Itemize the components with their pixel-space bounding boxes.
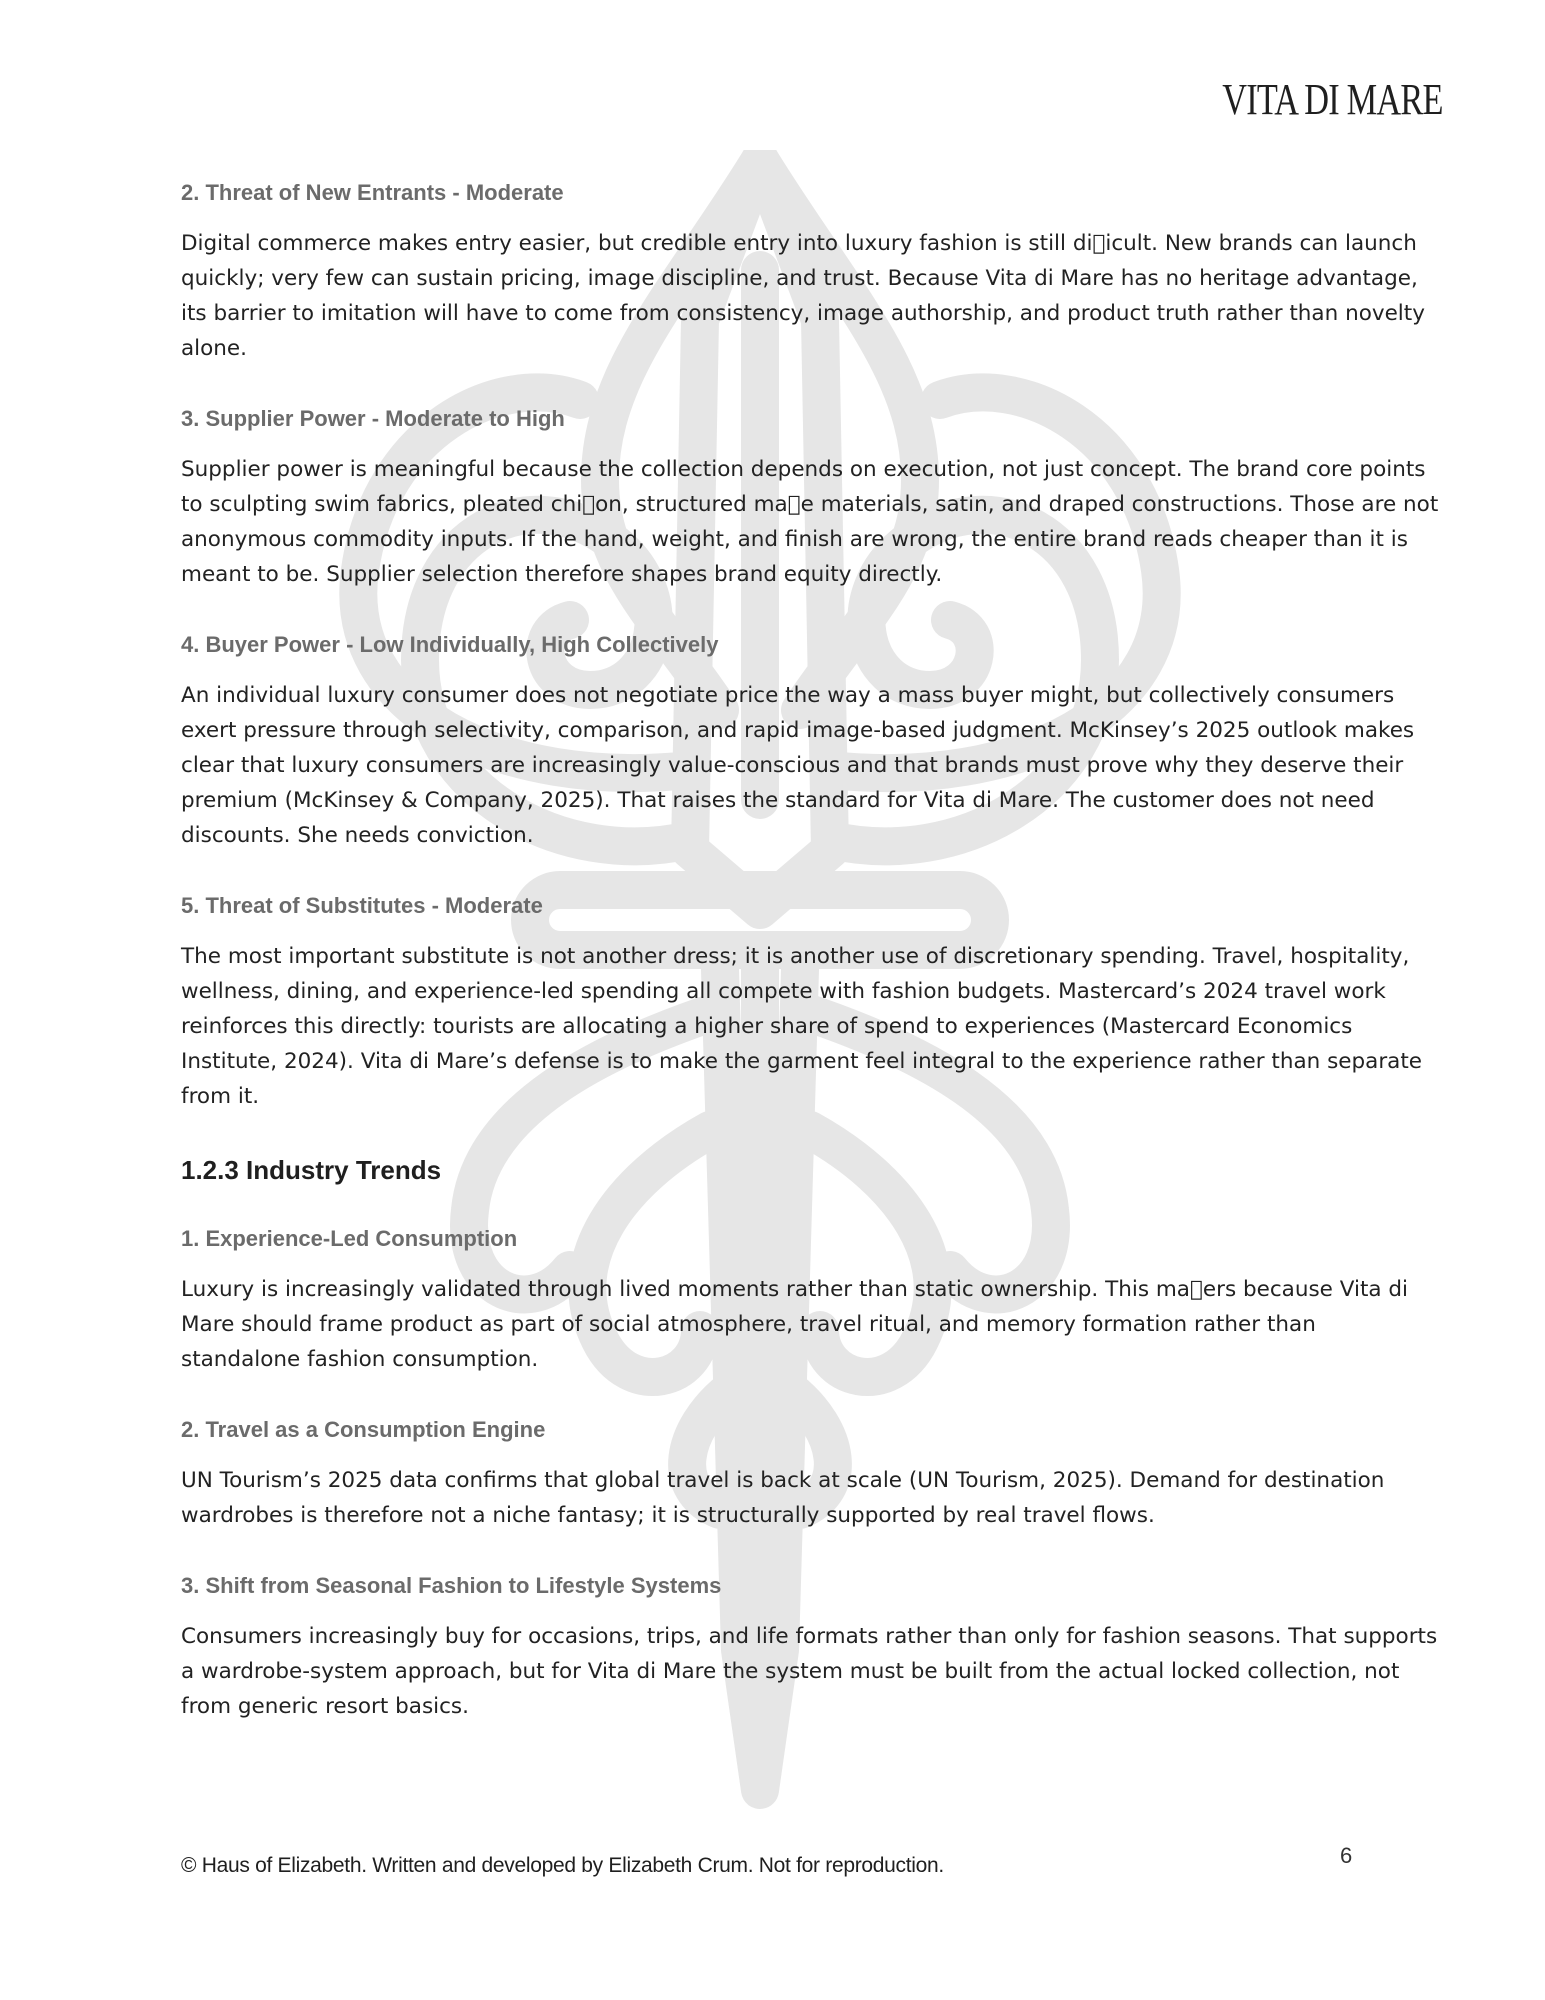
section-body: The most important substitute is not another dress; it is another use of discretionary spending. Travel, hospitality, wellness, dining, and experience-led spending all compete with fashion budgets. Mastercard’s 2024 travel work reinforces this directly: tourists are allocating a higher share of spend to experiences (Mastercard Economics Institute, 2024). Vita di Mare’s defense is to make the garment feel integral to the experience rather than separate from it. <box>181 944 1423 1109</box>
section-heading: 4. Buyer Power - Low Individually, High Collectively <box>181 632 719 657</box>
trend-experience-led <box>181 1222 1441 1377</box>
section-supplier-power <box>181 402 1441 592</box>
trend-body: Luxury is increasingly validated through lived moments rather than static ownership. This ma ers because Vita di Mare should frame product as part of social atmosphere, travel ritual, and memory formation rather than standalone fashion consumption. <box>181 1277 1409 1372</box>
industry-trends-heading: 1.2.3 Industry Trends <box>181 1155 442 1185</box>
section-heading: 3. Supplier Power - Moderate to High <box>181 406 565 431</box>
trend-travel-engine <box>181 1413 1441 1533</box>
section-new-entrants <box>181 176 1441 366</box>
trend-body: UN Tourism’s 2025 data confirms that global travel is back at scale (UN Tourism, 2025). Demand for destination wardrobes is therefore not a niche fantasy; it is structurally supported by real travel flows. <box>181 1468 1385 1528</box>
section-body: Digital commerce makes entry easier, but credible entry into luxury fashion is still di icult. New brands can launch quickly; very few can sustain pricing, image discipline, and trust. Because Vita di Mare has no heritage advantage, its barrier to imitation will have to come from consistency, image authorship, and product truth rather than novelty alone. <box>181 231 1425 361</box>
page-number: 6 <box>1340 1843 1353 1868</box>
section-heading: 5. Threat of Substitutes - Moderate <box>181 893 543 918</box>
section-substitutes <box>181 889 1441 1114</box>
trend-body: Consumers increasingly buy for occasions, trips, and life formats rather than only for fashion seasons. That supports a wardrobe-system approach, but for Vita di Mare the system must be built from the actual locked collection, not from generic resort basics. <box>181 1624 1438 1719</box>
brand-logo: VITA DI MARE <box>1222 75 1443 124</box>
section-body: Supplier power is meaningful because the collection depends on execution, not just concept. The brand core points to sculpting swim fabrics, pleated chi on, structured ma e materials, satin, and draped constructions. Those are not anonymous commodity inputs. If the hand, weight, and finish are wrong, the entire brand reads cheaper than it is meant to be. Supplier selection therefore shapes brand equity directly. <box>181 457 1439 587</box>
main-content <box>181 176 1441 1724</box>
section-buyer-power <box>181 628 1441 853</box>
trend-heading: 2. Travel as a Consumption Engine <box>181 1417 546 1442</box>
section-heading: 2. Threat of New Entrants - Moderate <box>181 180 564 205</box>
footer-copyright: © Haus of Elizabeth. Written and developed by Elizabeth Crum. Not for reproduction. <box>181 1854 944 1877</box>
trend-lifestyle-systems <box>181 1569 1441 1724</box>
section-body: An individual luxury consumer does not negotiate price the way a mass buyer might, but collectively consumers exert pressure through selectivity, comparison, and rapid image-based judgment. McKinsey’s 2025 outlook makes clear that luxury consumers are increasingly value-conscious and that brands must prove why they deserve their premium (McKinsey & Company, 2025). That raises the standard for Vita di Mare. The customer does not need discounts. She needs conviction. <box>181 683 1415 848</box>
trend-heading: 3. Shift from Seasonal Fashion to Lifestyle Systems <box>181 1573 722 1598</box>
trend-heading: 1. Experience-Led Consumption <box>181 1226 518 1251</box>
